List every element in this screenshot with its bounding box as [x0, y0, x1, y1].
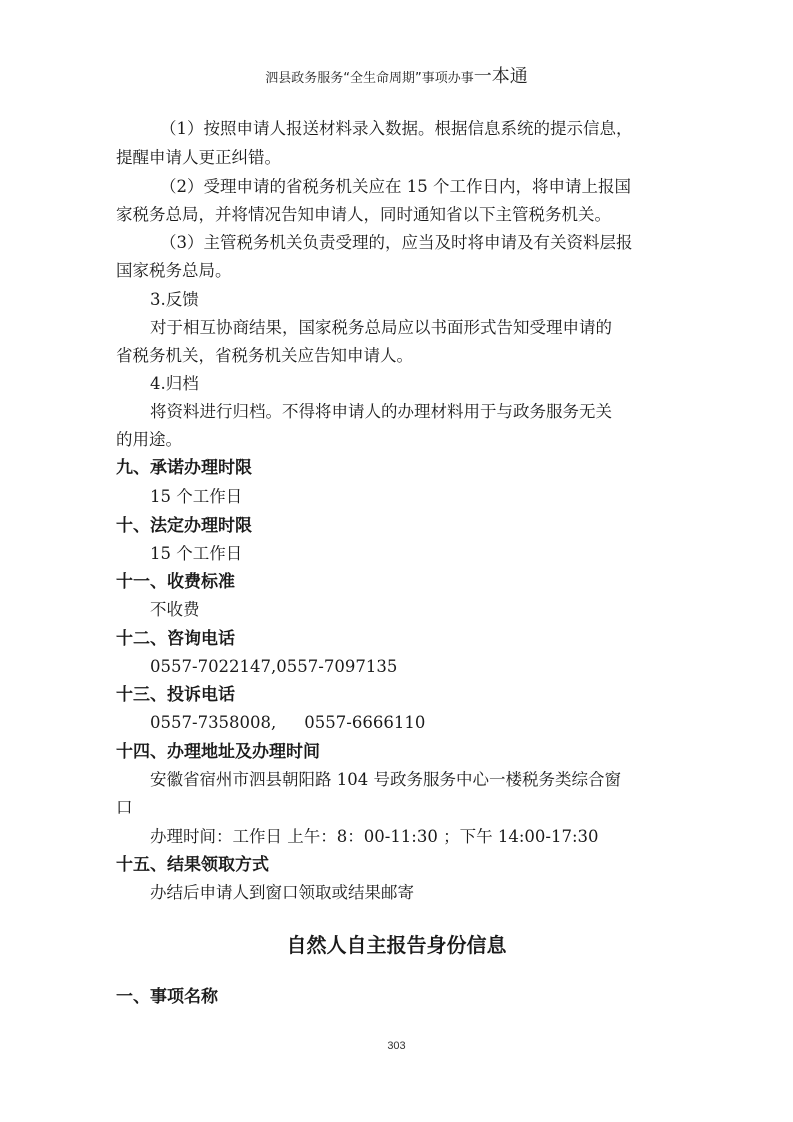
- address-line: 口: [116, 798, 133, 817]
- paragraph-line: 省税务机关，省税务机关应告知申请人。: [116, 346, 413, 365]
- section-content: 办结后申请人到窗口领取或结果邮寄: [150, 883, 414, 902]
- paragraph-line: 家税务总局，并将情况告知申请人，同时通知省以下主管税务机关。: [116, 205, 611, 224]
- paragraph-line: 将资料进行归档。不得将申请人的办理材料用于与政务服务无关: [150, 402, 612, 421]
- paragraph-line: 国家税务总局。: [116, 261, 232, 280]
- section-heading: 一、事项名称: [116, 987, 218, 1007]
- paragraph-line: 提醒申请人更正纠错。: [116, 148, 281, 167]
- page-number: 303: [387, 1040, 406, 1052]
- office-hours: 办理时间：工作日 上午：8：00-11:30 ；下午 14:00-17:30: [150, 827, 599, 846]
- running-header: [0, 62, 793, 88]
- item-title: 自然人自主报告身份信息: [286, 933, 507, 957]
- header-prefix: 泗县政务服务“全生命周期”事项办事: [265, 71, 474, 86]
- section-heading: 十五、结果领取方式: [116, 855, 269, 875]
- complaint-phone-2: 0557-6666110: [304, 713, 426, 732]
- section-content: 15 个工作日: [150, 487, 243, 506]
- consult-phone: 0557-7022147,0557-7097135: [150, 657, 398, 676]
- paragraph-line: 对于相互协商结果，国家税务总局应以书面形式告知受理申请的: [150, 318, 612, 337]
- paragraph-line: （2）受理申请的省税务机关应在 15 个工作日内，将申请上报国: [160, 177, 631, 196]
- paragraph-line: （3）主管税务机关负责受理的，应当及时将申请及有关资料层报: [160, 233, 633, 252]
- paragraph-line: （1）按照申请人报送材料录入数据。根据信息系统的提示信息，: [160, 119, 633, 138]
- step-title: 4.归档: [150, 374, 199, 393]
- address-line: 安徽省宿州市泗县朝阳路 104 号政务服务中心一楼税务类综合窗: [150, 770, 621, 789]
- section-heading: 十四、办理地址及办理时间: [116, 742, 320, 762]
- section-heading: 十、法定办理时限: [116, 516, 252, 536]
- section-heading: 十三、投诉电话: [116, 685, 235, 705]
- section-content: 不收费: [150, 600, 200, 619]
- section-heading: 十二、咨询电话: [116, 629, 235, 649]
- header-suffix: 一本通: [473, 66, 528, 87]
- section-heading: 十一、收费标准: [116, 572, 235, 592]
- complaint-phone-1: 0557-7358008,: [150, 713, 277, 732]
- section-content: 15 个工作日: [150, 544, 243, 563]
- step-title: 3.反馈: [150, 290, 199, 309]
- section-heading: 九、承诺办理时限: [116, 458, 252, 478]
- paragraph-line: 的用途。: [116, 430, 182, 449]
- complaint-phones: [150, 711, 714, 735]
